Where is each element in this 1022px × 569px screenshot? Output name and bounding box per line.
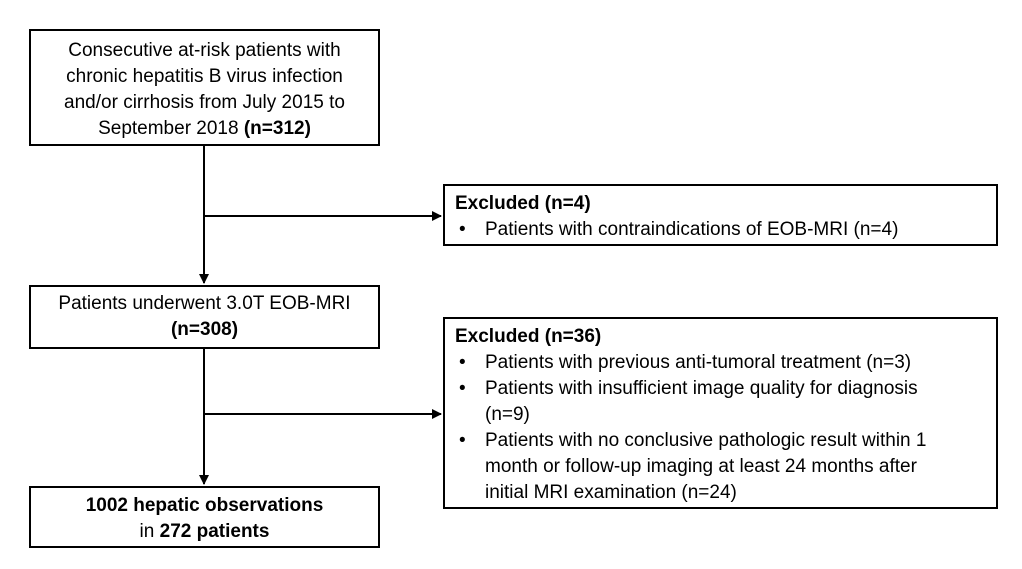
- excluded-box-1: [443, 184, 998, 246]
- cohort-line-2: chronic hepatitis B virus infection: [66, 66, 343, 87]
- mri-box: [29, 285, 380, 349]
- bullet-icon: •: [459, 352, 466, 373]
- cohort-line-4: [31, 116, 378, 142]
- cohort-period-text: September 2018: [98, 118, 244, 139]
- cohort-line-1: Consecutive at-risk patients with: [68, 40, 341, 61]
- final-cohort-box: [29, 486, 380, 548]
- bullet-icon: •: [459, 219, 466, 240]
- observations-count: 1002 hepatic observations: [85, 495, 324, 516]
- bullet-icon: •: [459, 378, 466, 399]
- bullet-icon: •: [459, 430, 466, 451]
- cohort-count: (n=312): [243, 118, 311, 139]
- list-item: • Patients with contraindications of EOB-MRI (n=4): [455, 217, 986, 243]
- patients-count: 272 patients: [159, 521, 270, 542]
- excluded-1-title: Excluded (n=4): [455, 193, 591, 214]
- excluded-1-list: [455, 217, 986, 243]
- mri-line-1: Patients underwent 3.0T EOB-MRI: [58, 293, 351, 314]
- list-item: • Patients with insufficient image quality for diagnosis (n=9): [459, 378, 918, 425]
- excluded-box-2: [443, 317, 998, 509]
- excluded-2-title: Excluded (n=36): [455, 326, 602, 347]
- cohort-box: [29, 29, 380, 146]
- patients-line: [31, 519, 378, 545]
- mri-count: (n=308): [170, 319, 239, 340]
- excluded-2-list: [455, 350, 986, 506]
- patients-prefix: in: [139, 521, 160, 542]
- list-item: • Patients with no conclusive pathologic result within 1 month or follow-up imaging at least 24 months after initial MRI examination (n=24): [459, 430, 927, 503]
- list-item: • Patients with previous anti-tumoral treatment (n=3): [455, 350, 986, 376]
- cohort-line-3: and/or cirrhosis from July 2015 to: [64, 92, 345, 113]
